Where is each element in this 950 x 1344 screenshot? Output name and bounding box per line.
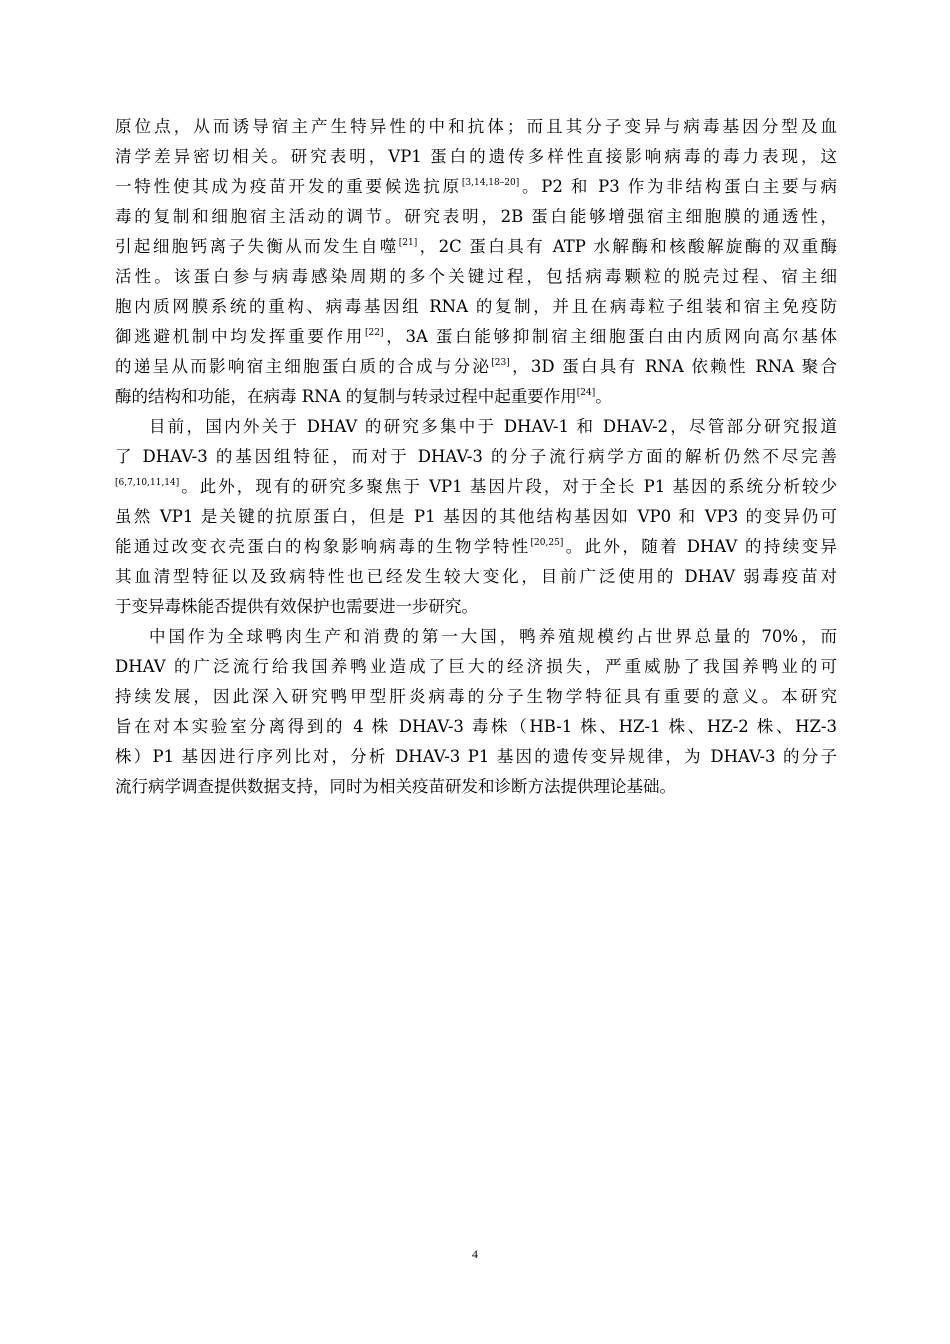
text-run: 胞内质网膜系统的重构、病毒基因组 RNA 的复制，并且在病毒粒子组装和宿主免疫防 xyxy=(115,297,837,316)
text-line xyxy=(115,412,837,442)
text-run: ，3D 蛋白具有 RNA 依赖性 RNA 聚合 xyxy=(509,357,837,376)
text-run: 的递呈从而影响宿主细胞蛋白质的合成与分泌 xyxy=(115,357,492,376)
text-run: ，3A 蛋白能够抑制宿主细胞蛋白由内质网向高尔基体 xyxy=(383,327,837,346)
citation-superscript: [23] xyxy=(491,357,510,368)
text-line xyxy=(115,532,837,562)
text-run: 原位点，从而诱导宿主产生特异性的中和抗体；而且其分子变异与病毒基因分型及血 xyxy=(115,117,837,136)
text-line xyxy=(115,742,837,772)
text-run: 持续发展，因此深入研究鸭甲型肝炎病毒的分子生物学特征具有重要的意义。本研究 xyxy=(115,687,837,706)
paragraph xyxy=(115,112,837,412)
paragraph xyxy=(115,622,837,802)
text-line xyxy=(115,142,837,172)
text-run: 旨在对本实验室分离得到的 4 株 DHAV-3 毒株（HB-1 株、HZ-1 株、HZ-2 株、HZ-3 xyxy=(115,717,837,736)
text-line xyxy=(115,352,837,382)
text-line xyxy=(115,772,837,802)
text-run: 御逃避机制中均发挥重要作用 xyxy=(115,327,366,346)
citation-superscript: [6,7,10,11,14] xyxy=(115,477,180,488)
text-line xyxy=(115,442,837,472)
text-run: 活性。该蛋白参与病毒感染周期的多个关键过程，包括病毒颗粒的脱壳过程、宿主细 xyxy=(115,267,837,286)
text-line xyxy=(115,652,837,682)
text-run: 其血清型特征以及致病特性也已经发生较大变化，目前广泛使用的 DHAV 弱毒疫苗对 xyxy=(115,567,837,586)
text-run: 引起细胞钙离子失衡从而发生自噬 xyxy=(115,237,399,256)
text-line xyxy=(115,622,837,652)
text-line xyxy=(115,172,837,202)
text-run: 中国作为全球鸭肉生产和消费的第一大国，鸭养殖规模约占世界总量的 70%，而 xyxy=(149,627,837,646)
text-run: 。此外，现有的研究多聚焦于 VP1 基因片段，对于全长 P1 基因的系统分析较少 xyxy=(179,477,837,496)
text-run: 一特性使其成为疫苗开发的重要候选抗原 xyxy=(115,177,462,196)
citation-superscript: [22] xyxy=(365,327,384,338)
text-line xyxy=(115,262,837,292)
citation-superscript: [24] xyxy=(576,387,596,398)
text-line xyxy=(115,592,837,622)
text-run: DHAV 的广泛流行给我国养鸭业造成了巨大的经济损失，严重威胁了我国养鸭业的可 xyxy=(115,657,837,676)
text-run: 毒的复制和细胞宿主活动的调节。研究表明，2B 蛋白能够增强宿主细胞膜的通透性， xyxy=(115,207,837,226)
text-run: ，2C 蛋白具有 ATP 水解酶和核酸解旋酶的双重酶 xyxy=(417,237,837,256)
text-run: 。P2 和 P3 作为非结构蛋白主要与病 xyxy=(519,177,837,196)
text-line xyxy=(115,682,837,712)
body-text xyxy=(115,112,837,802)
text-line xyxy=(115,322,837,352)
text-line xyxy=(115,502,837,532)
text-line xyxy=(115,202,837,232)
text-run: 。 xyxy=(595,387,612,406)
citation-superscript: [21] xyxy=(398,237,418,248)
text-run: 流行病学调查提供数据支持，同时为相关疫苗研发和诊断方法提供理论基础。 xyxy=(115,777,676,796)
text-line xyxy=(115,712,837,742)
text-run: 于变异毒株能否提供有效保护也需要进一步研究。 xyxy=(115,597,478,616)
text-line xyxy=(115,382,837,412)
text-run: 能通过改变衣壳蛋白的构象影响病毒的生物学特性 xyxy=(115,537,531,556)
text-line xyxy=(115,232,837,262)
text-run: 酶的结构和功能，在病毒 RNA 的复制与转录过程中起重要作用 xyxy=(115,387,577,406)
text-line xyxy=(115,292,837,322)
text-run: 株）P1 基因进行序列比对，分析 DHAV-3 P1 基因的遗传变异规律，为 DHAV-3 的分子 xyxy=(115,747,837,766)
text-line xyxy=(115,562,837,592)
text-run: 清学差异密切相关。研究表明，VP1 蛋白的遗传多样性直接影响病毒的毒力表现，这 xyxy=(115,147,837,166)
text-line xyxy=(115,112,837,142)
page-number: 4 xyxy=(472,1247,478,1261)
text-run: 虽然 VP1 是关键的抗原蛋白，但是 P1 基因的其他结构基因如 VP0 和 VP3 的变异仍可 xyxy=(115,507,837,526)
paragraph xyxy=(115,412,837,622)
text-run: 目前，国内外关于 DHAV 的研究多集中于 DHAV-1 和 DHAV-2，尽管部分研究报道 xyxy=(149,417,837,436)
text-line xyxy=(115,472,837,502)
citation-superscript: [20,25] xyxy=(530,537,564,548)
citation-superscript: [3,14,18–20] xyxy=(461,177,520,188)
text-run: 了 DHAV-3 的基因组特征，而对于 DHAV-3 的分子流行病学方面的解析仍然不尽完善 xyxy=(115,447,837,466)
text-run: 。此外，随着 DHAV 的持续变异 xyxy=(563,537,838,556)
